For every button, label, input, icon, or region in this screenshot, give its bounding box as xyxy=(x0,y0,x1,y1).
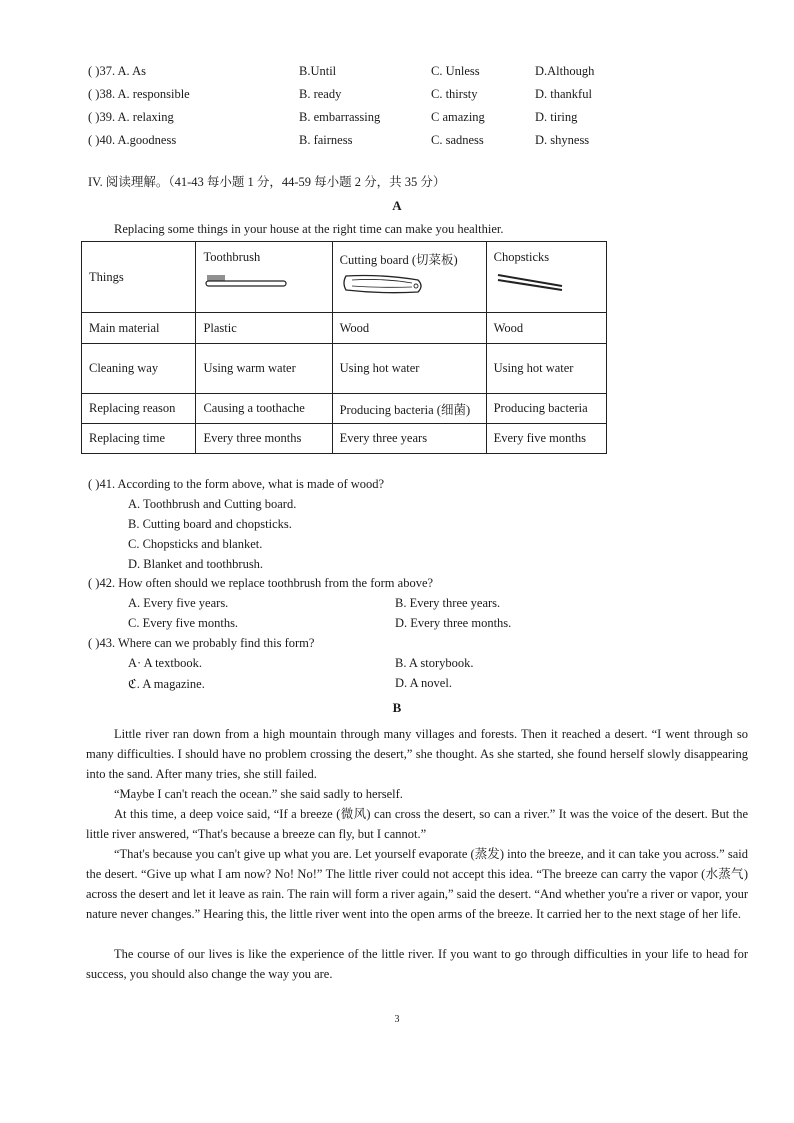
question-43-stem: ( )43. Where can we probably find this form? xyxy=(88,636,315,650)
option-c: C. sadness xyxy=(431,133,484,147)
section-title: IV. 阅读理解。（41-43 每小题 1 分，44-59 每小题 2 分，共 35 分） xyxy=(88,175,446,189)
option-b: B. ready xyxy=(299,87,342,101)
table-cell xyxy=(486,242,606,313)
question-43-option-a: A· A textbook. xyxy=(128,656,202,670)
table-cell: Every three months xyxy=(196,424,332,454)
table-cell: Producing bacteria xyxy=(486,394,606,424)
passage-b-paragraph-5: The course of our lives is like the experience of the little river. If you want to go through difficulties in your life to head for success, you should also change the way you are. xyxy=(86,947,748,981)
question-42-stem: ( )42. How often should we replace toothbrush from the form above? xyxy=(88,576,434,590)
cutting-board-icon xyxy=(342,272,426,296)
option-b: B.Until xyxy=(299,64,337,78)
question-43-option-c: ℭ. A magazine. xyxy=(128,677,205,691)
table-cell-label: Toothbrush xyxy=(203,250,261,264)
passage-b-paragraph-1: Little river ran down from a high mountain through many villages and forests. Then it reached a desert. “I went through so many difficulties. I should have no problem crossing the desert,” she thought. As she started, she found herself slowly disappearing into the sand. After many tries, she still failed. xyxy=(86,727,748,781)
table-cell-label: Chopsticks xyxy=(493,250,550,264)
table-cell xyxy=(332,242,486,313)
question-43-option-b: B. A storybook. xyxy=(395,656,474,670)
option-b: B. embarrassing xyxy=(299,110,381,124)
passage-b-label: B xyxy=(392,700,402,715)
option-d: D. tiring xyxy=(535,110,578,124)
table-row xyxy=(82,313,607,344)
table-cell: Cleaning way xyxy=(82,344,196,394)
table-row xyxy=(82,394,607,424)
page-number: 3 xyxy=(394,1014,400,1025)
option-d: D.Although xyxy=(535,64,595,78)
question-42-option-b: B. Every three years. xyxy=(395,596,501,610)
passage-a-intro: Replacing some things in your house at the right time can make you healthier. xyxy=(114,222,504,236)
passage-b-paragraph-2: “Maybe I can't reach the ocean.” she said sadly to herself. xyxy=(114,787,403,801)
option-c: C amazing xyxy=(431,110,485,124)
option-d: D. shyness xyxy=(535,133,590,147)
replacement-table xyxy=(81,241,607,454)
table-header-row xyxy=(82,242,607,313)
table-cell: Using warm water xyxy=(196,344,332,394)
toothbrush-icon xyxy=(205,272,289,294)
question-41-option-c: C. Chopsticks and blanket. xyxy=(128,537,263,551)
table-cell: Replacing time xyxy=(82,424,196,454)
passage-b-paragraph-3: At this time, a deep voice said, “If a breeze (微风) can cross the desert, so can a river.” It was the voice of the desert. But the little river answered, “That's because a breeze can fly, but I cannot.” xyxy=(86,807,748,841)
table-cell: Using hot water xyxy=(486,344,606,394)
cloze-row-38 xyxy=(88,87,648,107)
table-cell: Wood xyxy=(486,313,606,344)
question-stem: ( )37. A. As xyxy=(88,64,146,78)
chopsticks-icon xyxy=(496,272,566,292)
option-c: C. thirsty xyxy=(431,87,478,101)
table-cell: Wood xyxy=(332,313,486,344)
table-cell: Producing bacteria (细菌) xyxy=(332,394,486,424)
cloze-row-39 xyxy=(88,110,648,130)
question-41-option-d: D. Blanket and toothbrush. xyxy=(128,557,264,571)
question-41-stem: ( )41. According to the form above, what is made of wood? xyxy=(88,477,385,491)
table-cell: Replacing reason xyxy=(82,394,196,424)
table-cell xyxy=(196,242,332,313)
passage-b-paragraph-4: “That's because you can't give up what you are. Let yourself evaporate (蒸发) into the breeze, and it can take you across.” said the desert. “Give up what I am now? No! No!” The little river could not accept this idea. “The breeze can carry the vapor (水蒸气) across the desert and let it leave as rain. The rain will form a river again,” said the desert. “And whether you're a river or vapor, your nature never changes.” Hearing this, the little river went into the open arms of the breeze. It carried her to the next stage of her life. xyxy=(86,847,748,921)
table-cell: Every five months xyxy=(486,424,606,454)
table-cell: Plastic xyxy=(196,313,332,344)
question-43-option-d: D. A novel. xyxy=(395,676,452,690)
table-row xyxy=(82,344,607,394)
option-c: C. Unless xyxy=(431,64,480,78)
question-41-option-b: B. Cutting board and chopsticks. xyxy=(128,517,292,531)
question-42-option-a: A. Every five years. xyxy=(128,596,229,610)
question-42-option-c: C. Every five months. xyxy=(128,616,239,630)
question-stem: ( )38. A. responsible xyxy=(88,87,190,101)
cloze-row-37 xyxy=(88,64,648,84)
question-stem: ( )39. A. relaxing xyxy=(88,110,174,124)
table-row xyxy=(82,424,607,454)
table-cell: Main material xyxy=(82,313,196,344)
option-b: B. fairness xyxy=(299,133,353,147)
passage-a-label: A xyxy=(392,198,402,213)
table-cell: Every three years xyxy=(332,424,486,454)
table-cell: Things xyxy=(82,242,196,313)
question-42-option-d: D. Every three months. xyxy=(395,616,512,630)
table-cell: Causing a toothache xyxy=(196,394,332,424)
option-d: D. thankful xyxy=(535,87,592,101)
question-41-option-a: A. Toothbrush and Cutting board. xyxy=(128,497,297,511)
question-stem: ( )40. A.goodness xyxy=(88,133,177,147)
table-cell: Using hot water xyxy=(332,344,486,394)
cloze-row-40 xyxy=(88,133,648,153)
table-cell-label: Cutting board (切菜板) xyxy=(339,253,458,267)
